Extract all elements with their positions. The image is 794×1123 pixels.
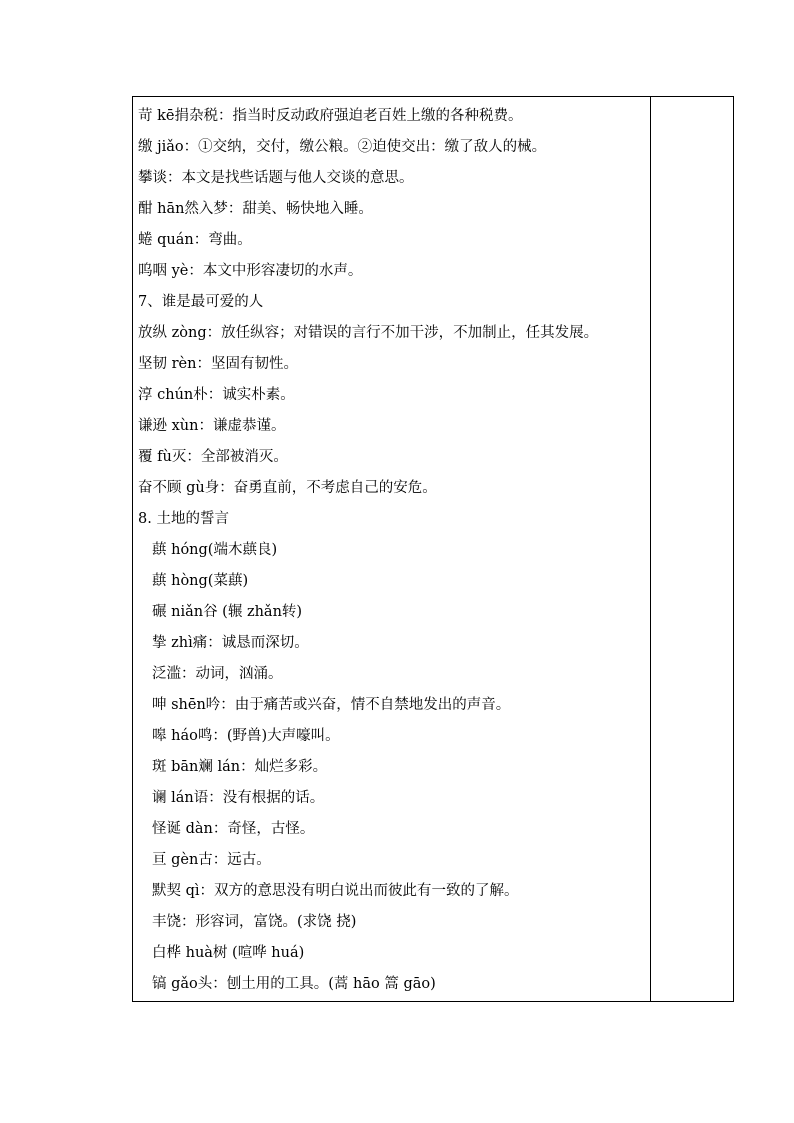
section-heading-7: 7、谁是最可爱的人: [138, 294, 264, 310]
vocabulary-table: [132, 96, 734, 1002]
vocab-line: 怪诞 dàn：奇怪，古怪。: [152, 821, 315, 837]
vocab-line: 谰 lán语：没有根据的话。: [152, 790, 325, 806]
vocab-line: 亘 gèn古：远古。: [152, 852, 271, 868]
vocab-line: 挚 zhì痛：诚恳而深切。: [152, 635, 309, 651]
section-heading-8: 8. 土地的誓言: [138, 511, 229, 527]
vocab-line: 酣 hān然入梦：甜美、畅快地入睡。: [138, 201, 373, 217]
vocab-line: 坚韧 rèn：坚固有韧性。: [138, 356, 298, 372]
vocab-line: 奋不顾 gù身：奋勇直前，不考虑自己的安危。: [138, 480, 437, 496]
vocab-line: 放纵 zòng：放任纵容；对错误的言行不加干涉，不加制止，任其发展。: [138, 325, 599, 341]
vocab-line: 覆 fù灭：全部被消灭。: [138, 449, 288, 465]
vocab-line: 白桦 huà树 (喧哗 huá): [152, 945, 305, 961]
vocab-line: 碾 niǎn谷 (辗 zhǎn转): [152, 604, 303, 620]
vocab-line: 缴 jiǎo：①交纳，交付，缴公粮。②迫使交出：缴了敌人的械。: [138, 139, 547, 155]
vocab-line: 蜷 quán：弯曲。: [138, 232, 252, 248]
vocab-line: 谦逊 xùn：谦虚恭谨。: [138, 418, 286, 434]
vocab-line: 镐 gǎo头：刨土用的工具。(蒿 hāo 篙 gāo): [152, 976, 436, 992]
vocab-line: 攀谈：本文是找些话题与他人交谈的意思。: [138, 170, 414, 186]
vocab-line: 泛滥：动词，汹涌。: [152, 666, 283, 682]
vocab-line: 淳 chún朴：诚实朴素。: [138, 387, 295, 403]
vocab-line: 丰饶：形容词，富饶。(求饶 挠): [152, 914, 357, 930]
vocab-line: 呻 shēn吟：由于痛苦或兴奋，情不自禁地发出的声音。: [152, 697, 511, 713]
vocab-line: 呜咽 yè：本文中形容凄切的水声。: [138, 263, 363, 279]
vocab-line: 斑 bān斓 lán：灿烂多彩。: [152, 759, 328, 775]
vocab-line: 蕻 hòng(菜蕻): [152, 573, 249, 589]
vocab-line: 嗥 háo鸣：(野兽)大声嚎叫。: [152, 728, 340, 744]
column-divider: [650, 97, 651, 1001]
table-cell-content: [138, 101, 646, 1000]
vocab-line: 默契 qì：双方的意思没有明白说出而彼此有一致的了解。: [152, 883, 519, 899]
vocab-line: 苛 kē捐杂税：指当时反动政府强迫老百姓上缴的各种税费。: [138, 108, 523, 124]
vocab-line: 蕻 hóng(端木蕻良): [152, 542, 278, 558]
